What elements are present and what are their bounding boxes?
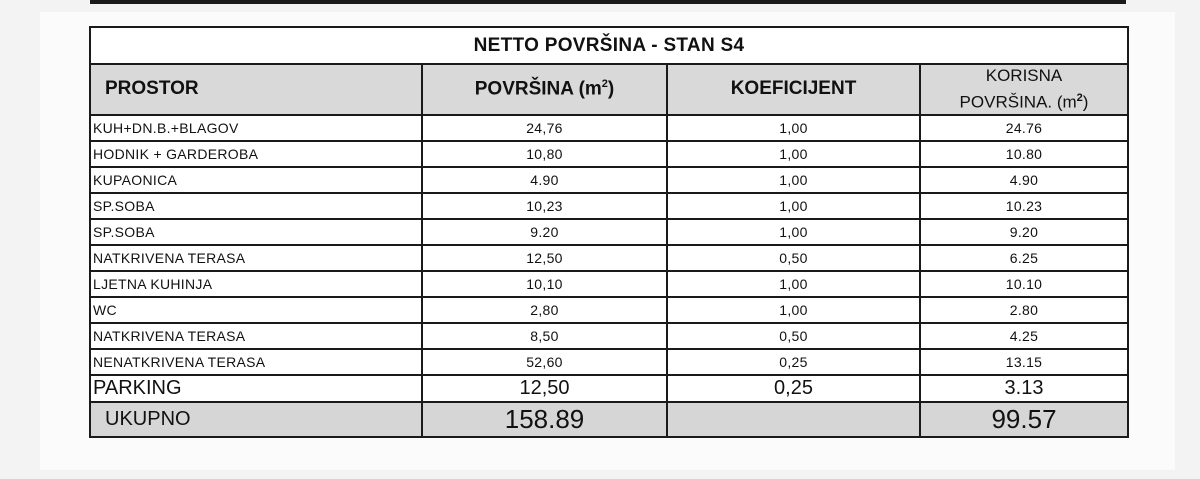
cell-povrsina: 9.20 <box>422 219 667 245</box>
header-koeficijent: KOEFICIJENT <box>667 64 920 115</box>
header-povrsina-sup: 2 <box>601 78 608 91</box>
cell-koeficijent: 1,00 <box>667 219 920 245</box>
table-row <box>90 141 1128 167</box>
header-povrsina-text: POVRŠINA (m <box>474 78 602 100</box>
total-korisna: 99.57 <box>920 402 1128 437</box>
header-povrsina <box>422 64 667 115</box>
total-povrsina: 158.89 <box>422 402 667 437</box>
header-korisna <box>920 64 1128 115</box>
cell-korisna: 4.90 <box>920 167 1128 193</box>
cell-koeficijent: 1,00 <box>667 141 920 167</box>
cell-korisna: 10.23 <box>920 193 1128 219</box>
top-border-rule <box>90 0 1126 4</box>
parking-povrsina: 12,50 <box>422 375 667 402</box>
table-row <box>90 297 1128 323</box>
header-korisna-sup: 2 <box>1076 92 1083 104</box>
cell-korisna: 13.15 <box>920 349 1128 375</box>
parking-korisna: 3.13 <box>920 375 1128 402</box>
cell-prostor: NENATKRIVENA TERASA <box>90 349 422 375</box>
cell-koeficijent: 1,00 <box>667 167 920 193</box>
parking-row <box>90 375 1128 402</box>
cell-korisna: 9.20 <box>920 219 1128 245</box>
cell-prostor: KUH+DN.B.+BLAGOV <box>90 115 422 141</box>
cell-koeficijent: 1,00 <box>667 115 920 141</box>
cell-koeficijent: 0,50 <box>667 323 920 349</box>
cell-prostor: LJETNA KUHINJA <box>90 271 422 297</box>
table-row <box>90 271 1128 297</box>
cell-korisna: 6.25 <box>920 245 1128 271</box>
cell-povrsina: 52,60 <box>422 349 667 375</box>
header-korisna-close: ) <box>1082 92 1089 112</box>
cell-povrsina: 10,10 <box>422 271 667 297</box>
header-korisna-line2 <box>921 87 1127 114</box>
cell-korisna: 4.25 <box>920 323 1128 349</box>
area-table <box>89 26 1129 438</box>
cell-koeficijent: 1,00 <box>667 271 920 297</box>
cell-prostor: HODNIK + GARDEROBA <box>90 141 422 167</box>
parking-prostor: PARKING <box>90 375 422 402</box>
cell-koeficijent: 0,50 <box>667 245 920 271</box>
table-row <box>90 219 1128 245</box>
table-row <box>90 115 1128 141</box>
header-prostor: PROSTOR <box>90 64 422 115</box>
cell-povrsina: 10,80 <box>422 141 667 167</box>
header-povrsina-close: ) <box>607 78 615 100</box>
parking-koeficijent: 0,25 <box>667 375 920 402</box>
cell-prostor: NATKRIVENA TERASA <box>90 245 422 271</box>
cell-povrsina: 4.90 <box>422 167 667 193</box>
total-prostor: UKUPNO <box>90 402 422 437</box>
cell-povrsina: 12,50 <box>422 245 667 271</box>
cell-korisna: 2.80 <box>920 297 1128 323</box>
cell-povrsina: 2,80 <box>422 297 667 323</box>
cell-koeficijent: 1,00 <box>667 193 920 219</box>
cell-povrsina: 24,76 <box>422 115 667 141</box>
cell-prostor: SP.SOBA <box>90 193 422 219</box>
table-row <box>90 349 1128 375</box>
cell-povrsina: 8,50 <box>422 323 667 349</box>
cell-koeficijent: 0,25 <box>667 349 920 375</box>
cell-povrsina: 10,23 <box>422 193 667 219</box>
cell-prostor: WC <box>90 297 422 323</box>
total-row <box>90 402 1128 437</box>
cell-korisna: 10.10 <box>920 271 1128 297</box>
cell-prostor: SP.SOBA <box>90 219 422 245</box>
total-koeficijent <box>667 402 920 437</box>
table-title: NETTO POVRŠINA - STAN S4 <box>90 27 1128 64</box>
header-korisna-line1: KORISNA <box>985 66 1063 85</box>
table-row <box>90 323 1128 349</box>
table-row <box>90 245 1128 271</box>
table-row <box>90 167 1128 193</box>
cell-korisna: 10.80 <box>920 141 1128 167</box>
cell-prostor: KUPAONICA <box>90 167 422 193</box>
cell-korisna: 24.76 <box>920 115 1128 141</box>
cell-koeficijent: 1,00 <box>667 297 920 323</box>
cell-prostor: NATKRIVENA TERASA <box>90 323 422 349</box>
header-korisna-text: POVRŠINA. (m <box>959 92 1077 112</box>
header-row <box>90 64 1128 115</box>
table-row <box>90 193 1128 219</box>
